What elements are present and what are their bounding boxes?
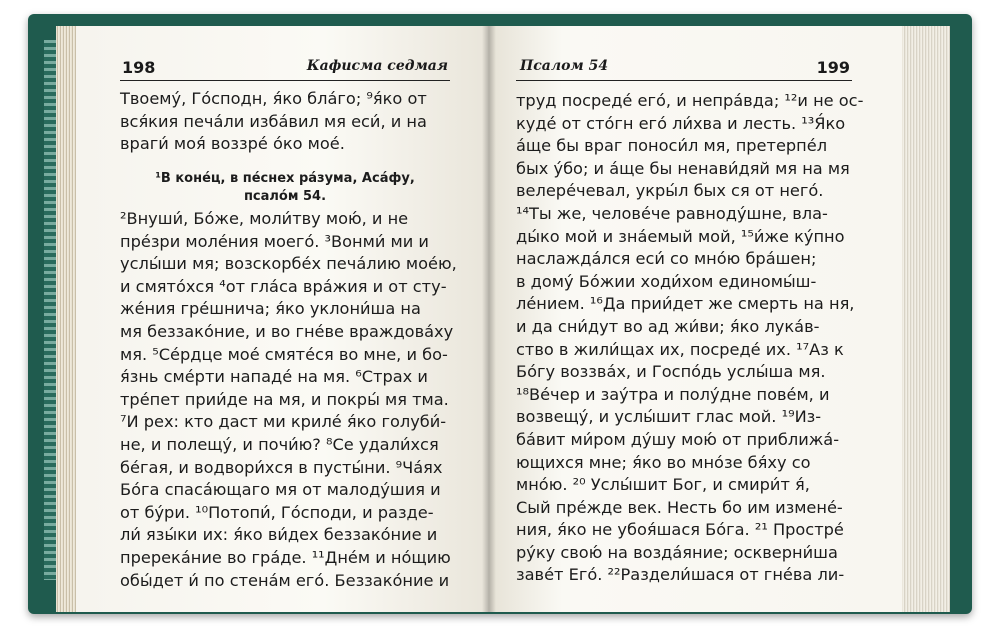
cover-ornament: [44, 40, 56, 580]
psalm-title-line: псало́м 54.: [243, 189, 327, 204]
left-body-text: [120, 208, 457, 592]
text-line: труд посреде́ его́, и непра́вда; ¹²и не ос-: [516, 91, 864, 110]
text-line: бе́гая, и водвори́хся в пусты́ни. ⁹Ча́ях: [120, 457, 443, 477]
text-line: не, и полещу́, и почи́ю? ⁸Се удали́хся: [120, 434, 439, 454]
right-body-text: [516, 90, 863, 587]
page-edges-right: [900, 26, 950, 612]
text-line: Бо́га спаса́ющаго мя от малоду́шия и: [120, 480, 441, 500]
text-line: куде́ от сто́гн его́ ли́хва и лесть. ¹³Я́ко: [516, 113, 846, 133]
text-line: я́знь сме́рти нападе́ на мя. ⁶Страх и: [120, 367, 428, 387]
text-line: тре́пет прии́де на мя, и покры́ мя тма.: [120, 389, 449, 409]
text-line: заве́т Его́. ²²Раздели́шася от гне́ва ли-: [516, 565, 845, 585]
text-line: враги́ моя́ воззре́ о́ко мое́.: [120, 134, 345, 154]
text-line: возвещу́, и услы́шит глас мой. ¹⁹Из-: [516, 407, 822, 427]
text-line: бых у́бо; и а́ще бы ненави́дяй мя на мя: [516, 158, 850, 178]
page-edges-left: [56, 26, 78, 612]
text-line: ющихся мне; я́ко во мно́зе бя́ху со: [516, 452, 811, 472]
running-head-left: Кафисма седмая: [306, 58, 448, 74]
page-number-left: 198: [122, 58, 156, 77]
text-line: ²Внуши́, Бо́же, моли́тву мою́, и не: [120, 209, 409, 228]
text-line: пререка́ние во гра́де. ¹¹Дне́м и но́щию: [120, 547, 451, 567]
text-line: ды́ко мой и зна́емый мой, ¹⁵и́же ку́пно: [516, 226, 845, 246]
text-line: наслажда́лся еси́ со мно́ю бра́шен;: [516, 249, 817, 269]
text-line: ли́ язы́ки их: я́ко ви́дех беззако́ние и: [120, 525, 438, 545]
text-line: ния, я́ко не убоя́шася Бо́га. ²¹ Простре́: [516, 520, 844, 540]
text-line: вся́кия печа́ли изба́вил мя еси́, и на: [120, 111, 427, 131]
text-line: мно́ю. ²⁰ Услы́шит Бог, и смири́т я́,: [516, 475, 810, 495]
right-page: [488, 26, 902, 612]
psalm-title: [120, 170, 450, 206]
text-line: от бу́ри. ¹⁰Потопи́, Го́споди, и разде-: [120, 502, 434, 522]
header-rule-right: [516, 80, 852, 81]
text-line: мя. ⁵Се́рдце мое́ смяте́ся во мне, и бо-: [120, 344, 448, 364]
text-line: ле́нием. ¹⁶Да прии́дет же смерть на ня,: [516, 294, 855, 314]
text-line: пре́зри моле́ния моего́. ³Вонми́ ми и: [120, 231, 429, 251]
book-gutter: [482, 26, 496, 612]
text-line: Бо́гу воззва́х, и Госпо́дь услы́ша мя.: [516, 362, 826, 382]
running-head-right: Псалом 54: [520, 58, 609, 74]
text-line: и да сни́дут во ад жи́ви; я́ко лука́в-: [516, 316, 820, 336]
text-line: и смято́хся ⁴от гла́са вра́жия и от сту-: [120, 276, 447, 296]
text-line: обы́дет и́ по стена́м его́. Беззако́ние и: [120, 570, 450, 590]
text-line: ⁷И рех: кто даст ми криле́ я́ко голуби́-: [120, 412, 447, 432]
text-line: ство в жили́щах их, посреде́ их. ¹⁷Аз к: [516, 339, 844, 359]
left-top-text: [120, 88, 427, 156]
right-page-header: [488, 58, 902, 80]
left-page: [76, 26, 490, 612]
text-line: Твоему́, Го́сподн, я́ко бла́го; ⁹я́ко от: [120, 89, 427, 108]
text-line: ¹⁴Ты же, челове́че равноду́шне, вла-: [516, 203, 828, 223]
psalm-title-line: ¹В коне́ц, в пе́снех ра́зума, Аса́фу,: [155, 171, 415, 186]
text-line: ру́ку свою́ на возда́яние; оскверни́ша: [516, 542, 838, 562]
text-line: в дому́ Бо́жии ходи́хом единомы́ш-: [516, 271, 817, 291]
text-line: Сый пре́жде век. Несть бо им измене́-: [516, 497, 843, 517]
text-line: же́ния гре́шнича; я́ко уклони́ша на: [120, 299, 421, 319]
text-line: услы́ши мя; возскорбе́х печа́лию мое́ю,: [120, 254, 457, 274]
header-rule-left: [120, 80, 450, 81]
text-line: велере́чевал, укры́л бых ся от него́.: [516, 181, 824, 201]
page-number-right: 199: [816, 58, 850, 77]
left-page-header: [76, 58, 490, 80]
text-line: ¹⁸Ве́чер и зау́тра и полу́дне пове́м, и: [516, 384, 830, 404]
text-line: мя беззако́ние, и во гне́ве враждова́ху: [120, 321, 454, 341]
text-line: ба́вит ми́ром ду́шу мою́ от приближа́-: [516, 429, 840, 449]
text-line: а́ще бы враг поноси́л мя, претерпе́л: [516, 136, 828, 156]
